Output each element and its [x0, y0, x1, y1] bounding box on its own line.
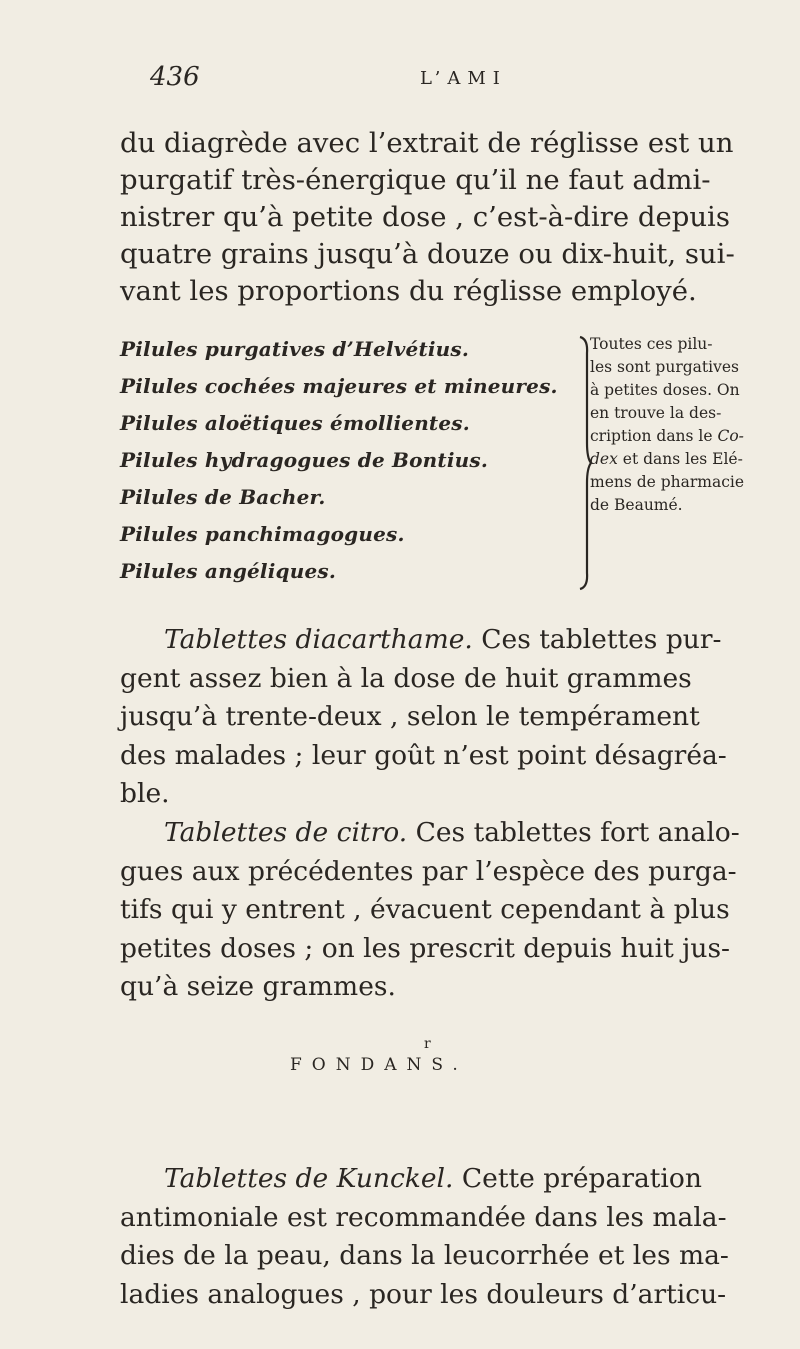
entry-title: Tablettes de Kunckel.: [164, 1163, 454, 1194]
intro-paragraph: [120, 125, 748, 310]
list-item: Pilules hydragogues de Bontius.: [120, 448, 489, 472]
note-line: Toutes ces pilu-: [590, 335, 713, 353]
text-line: ble.: [120, 778, 170, 809]
text-line: gues aux précédentes par l’espèce des purga-: [120, 855, 737, 887]
note-line: les sont purgatives: [590, 358, 739, 376]
section-heading: FONDANS.: [290, 1055, 468, 1075]
text-line: dies de la peau, dans la leucorrhée et les ma-: [120, 1240, 729, 1271]
paragraph-kunckel: [120, 1160, 760, 1314]
note-line: [590, 425, 775, 448]
pilules-list: [120, 337, 760, 607]
note-codex: Co-: [717, 427, 744, 445]
note-line: de Beaumé.: [590, 496, 683, 514]
stray-mark: r: [424, 1036, 431, 1052]
note-text: et dans les Elé-: [617, 450, 743, 468]
text-line: petites doses ; on les prescrit depuis huit jus-: [120, 932, 730, 964]
list-item: Pilules cochées majeures et mineures.: [120, 374, 558, 398]
text-line: [120, 1160, 760, 1199]
text-line: antimoniale est recommandée dans les mala-: [120, 1201, 727, 1233]
entry-title: Tablettes de citro.: [164, 817, 408, 848]
paragraph-diacarthame: [120, 621, 760, 814]
page-number: 436: [150, 62, 200, 92]
text-line: des malades ; leur goût n’est point désagréa-: [120, 739, 727, 771]
paragraph-citro: [120, 814, 760, 1007]
text-line: du diagrède avec l’extrait de réglisse est un: [120, 127, 734, 159]
note-line: mens de pharmacie: [590, 473, 745, 491]
note-line: à petites doses. On: [590, 381, 740, 399]
entry-title: Tablettes diacarthame.: [164, 624, 473, 655]
text-line: purgatif très-énergique qu’il ne faut admi-: [120, 164, 711, 196]
list-item: Pilules angéliques.: [120, 559, 336, 583]
text-line: ladies analogues , pour les douleurs d’articu-: [120, 1278, 727, 1310]
note-codex: dex: [590, 450, 618, 468]
entry-text: Cette préparation: [453, 1163, 702, 1194]
text-line: nistrer qu’à petite dose , c’est-à-dire depuis: [120, 201, 730, 233]
note-line: en trouve la des-: [590, 404, 722, 422]
text-line: jusqu’à trente-deux , selon le tempérament: [120, 701, 700, 732]
text-line: gent assez bien à la dose de huit grammes: [120, 662, 692, 694]
list-item: Pilules aloëtiques émollientes.: [120, 411, 470, 435]
note-line: [590, 448, 775, 471]
text-line: vant les proportions du réglisse employé.: [120, 275, 697, 307]
entry-text: Ces tablettes fort analo-: [407, 817, 740, 848]
list-item: Pilules purgatives d’Helvétius.: [120, 337, 470, 361]
entry-text: Ces tablettes pur-: [472, 624, 722, 655]
text-line: [120, 621, 760, 660]
note-text: cription dans le: [590, 427, 718, 445]
page-header: [150, 62, 710, 102]
text-line: qu’à seize grammes.: [120, 971, 396, 1002]
list-item: Pilules de Bacher.: [120, 485, 326, 509]
text-line: quatre grains jusqu’à douze ou dix-huit, sui-: [120, 238, 735, 270]
list-item: Pilules panchimagogues.: [120, 522, 405, 546]
margin-note: [590, 333, 775, 517]
running-head: L’AMI: [420, 68, 507, 89]
text-line: [120, 814, 760, 853]
text-line: tifs qui y entrent , évacuent cependant à plus: [120, 894, 730, 925]
